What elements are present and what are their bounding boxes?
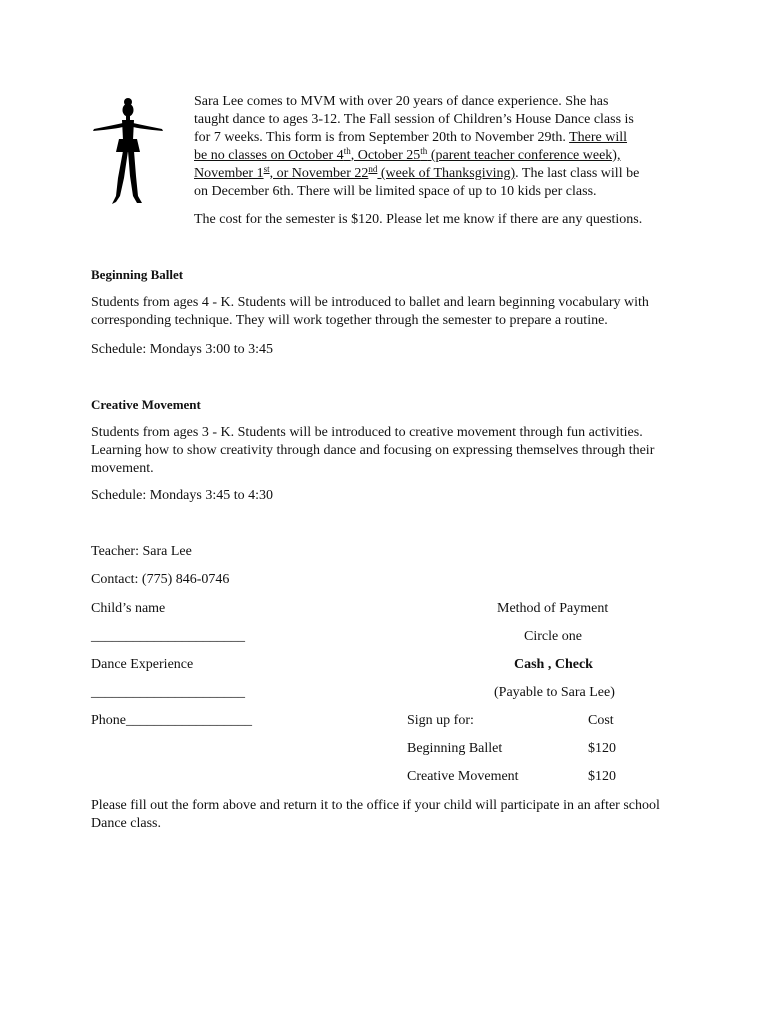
creative-schedule: Schedule: Mondays 3:45 to 4:30 <box>91 488 273 503</box>
intro-line <box>194 165 689 183</box>
ordinal-suffix: nd <box>368 164 378 174</box>
cost-header: Cost <box>588 713 614 728</box>
dance-experience-field[interactable]: ______________________ <box>91 685 245 700</box>
payment-method-title: Method of Payment <box>497 601 609 616</box>
ballet-schedule: Schedule: Mondays 3:00 to 3:45 <box>91 342 273 357</box>
payment-options[interactable]: Cash , Check <box>514 657 593 672</box>
intro-paragraph <box>194 93 689 201</box>
creative-description: Students from ages 3 - K. Students will be introduced to creative movement through fun activities. Learning how to show creativity through dance and focusing on expressing themselves through their movement. <box>91 425 655 476</box>
intro-line: on December 6th. There will be limited space of up to 10 kids per class. <box>194 184 597 199</box>
no-class-date: November 1 <box>194 166 264 181</box>
ballerina-silhouette-icon <box>90 96 166 208</box>
intro-line <box>194 129 689 147</box>
intro-line: Sara Lee comes to MVM with over 20 years of dance experience. She has <box>194 94 609 109</box>
intro-line: taught dance to ages 3-12. The Fall session of Children’s House Dance class is <box>194 112 634 127</box>
signup-option-creative[interactable]: Creative Movement <box>407 769 519 784</box>
section-heading-creative: Creative Movement <box>91 397 201 412</box>
no-class-notice: There will <box>569 130 628 145</box>
ballet-description: Students from ages 4 - K. Students will be introduced to ballet and learn beginning vocabulary with corresponding technique. They will work together through the semester to prepare a routine. <box>91 295 649 328</box>
section-heading-ballet: Beginning Ballet <box>91 267 184 282</box>
ordinal-suffix: th <box>420 146 428 156</box>
child-name-label: Child’s name <box>91 601 166 616</box>
signup-label: Sign up for: <box>407 713 474 728</box>
no-class-reason: (parent teacher conference week), <box>427 148 621 163</box>
signup-cost-ballet: $120 <box>588 741 616 756</box>
ordinal-suffix: th <box>343 146 351 156</box>
intro-line <box>194 147 689 165</box>
signup-cost-creative: $120 <box>588 769 616 784</box>
teacher-name: Teacher: Sara Lee <box>91 544 192 559</box>
circle-one-label: Circle one <box>524 629 582 644</box>
intro-text: for 7 weeks. This form is from September 20th to November 29th. <box>194 130 570 145</box>
contact-phone: Contact: (775) 846-0746 <box>91 572 230 587</box>
dance-experience-label: Dance Experience <box>91 657 194 672</box>
ordinal-suffix: st <box>263 164 270 174</box>
payable-to: (Payable to Sara Lee) <box>494 685 615 700</box>
no-class-reason: (week of Thanksgiving) <box>377 166 516 181</box>
return-instructions: Please fill out the form above and return it to the office if your child will participate in an after school Dance class. <box>91 798 660 831</box>
signup-option-ballet[interactable]: Beginning Ballet <box>407 741 503 756</box>
cost-sentence: The cost for the semester is $120. Please let me know if there are any questions. <box>194 212 643 227</box>
no-class-date: , or November 22 <box>269 166 369 181</box>
intro-text: . The last class will be <box>515 166 640 181</box>
phone-field[interactable]: Phone__________________ <box>91 713 252 728</box>
child-name-field[interactable]: ______________________ <box>91 629 245 644</box>
no-class-date: , October 25 <box>350 148 421 163</box>
no-class-date: be no classes on October 4 <box>194 148 344 163</box>
